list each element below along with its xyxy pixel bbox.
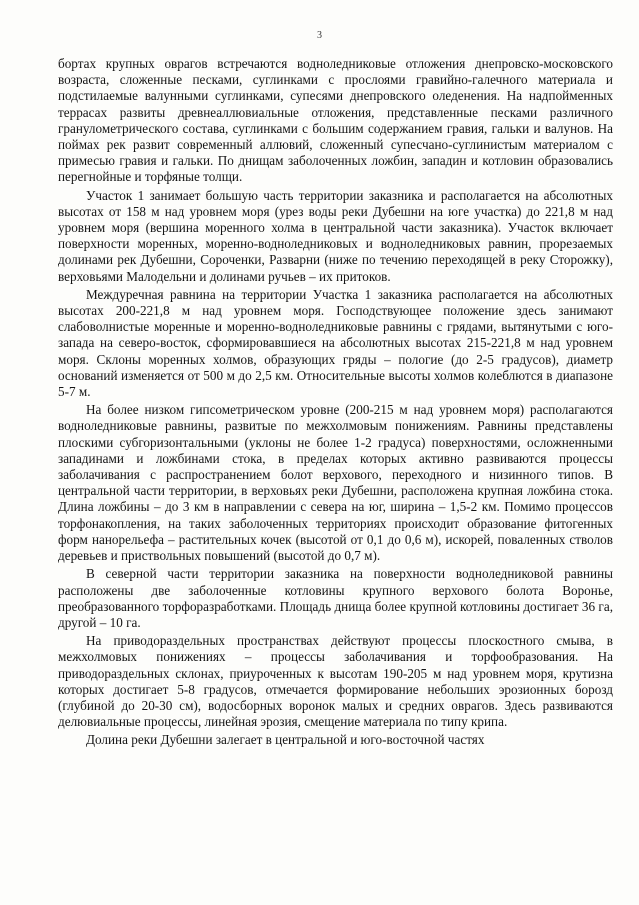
paragraph-5: В северной части территории заказника на поверхности водноледниковой равнины расположены две заболоченные котловины крупного верхового болота Воронье, преобразованного торфоразработками. Площадь днища более крупной котловины достигает 36 га, другой – 10 га. [58, 566, 613, 630]
body-text [58, 56, 613, 751]
page-number: 3 [317, 30, 322, 41]
paragraph-7: Долина реки Дубешни залегает в центральной и юго-восточной частях [86, 732, 485, 748]
paragraph-2: Участок 1 занимает большую часть территории заказника и располагается на абсолютных высотах от 158 м над уровнем моря (урез воды реки Дубешни на юге участка) до 221,8 м над уровнем моря (вершина моренного холма в центральной части заказника). Участок включает поверхности моренных, моренно-водноледниковых и водноледниковых равнин, прорезаемых долинами рек Дубешни, Сороченки, Разварни (ниже по течению переходящей в реку Сторожку), верховьями Малодельни и долинами ручьев – их притоков. [58, 187, 613, 284]
paragraph-3: Междуречная равнина на территории Участка 1 заказника располагается на абсолютных высотах 200-221,8 м над уровнем моря. Господствующее положение здесь занимают слабоволнистые моренные и моренно-водноледниковые равнины с грядами, вытянутыми с юго-запада на северо-восток, сформировавшиеся на абсолютных высотах 215-221,8 м над уровнем моря. Склоны моренных холмов, образующих гряды – пологие (до 2-5 градусов), диаметр оснований изменяется от 500 м до 2,5 км. Относительные высоты холмов колеблются в диапазоне 5-7 м. [58, 286, 613, 400]
paragraph-4: На более низком гипсометрическом уровне (200-215 м над уровнем моря) располагаются водноледниковые равнины, развитые по межхолмовым понижениям. Равнины представлены плоскими субгоризонтальными (уклоны не более 1-2 градуса) поверхностями, осложненными западинами и ложбинами стока, в пределах которых активно развиваются процессы заболачивания с распространением болот верхового, переходного и низинного типов. В центральной части территории, в верховьях реки Дубешни, расположена крупная ложбина стока. Длина ложбины – до 3 км в направлении с севера на юг, ширина – 1,5-2 км. Помимо процессов торфонакопления, на таких заболоченных территориях происходит образование фитогенных форм нанорельефа – растительных кочек (высотой от 0,1 до 0,6 м), искорей, поваленных стволов деревьев и приствольных повышений (высотой до 0,7 м). [58, 402, 613, 564]
paragraph-1: бортах крупных оврагов встречаются водноледниковые отложения днепровско-московского возраста, сложенные песками, суглинками с прослоями гравийно-галечного материала и подстилаемые валунными суглинками, супесями днепровского оледенения. На надпойменных террасах развиты древнеаллювиальные отложения, представленные песками различного гранулометрического состава, суглинками с большим содержанием гравия, гальки и валунов. На поймах рек развит современный аллювий, сложенный супесчано-суглинистым материалом с примесью гравия и гальки. По днищам заболоченных ложбин, западин и котловин образовались перегнойные и торфяные толщи. [58, 56, 613, 185]
paragraph-6: На приводораздельных пространствах действуют процессы плоскостного смыва, в межхолмовых понижениях – процессы заболачивания и торфообразования. На приводораздельных склонах, приуроченных к высотам 190-205 м над уровнем моря, крутизна которых достигает 5-8 градусов, отмечается формирование небольших эрозионных борозд (глубиной до 20-30 см), водосборных воронок малых и средних оврагов. Здесь развиваются делювиальные процессы, линейная эрозия, смещение материала по типу крипа. [58, 633, 613, 730]
